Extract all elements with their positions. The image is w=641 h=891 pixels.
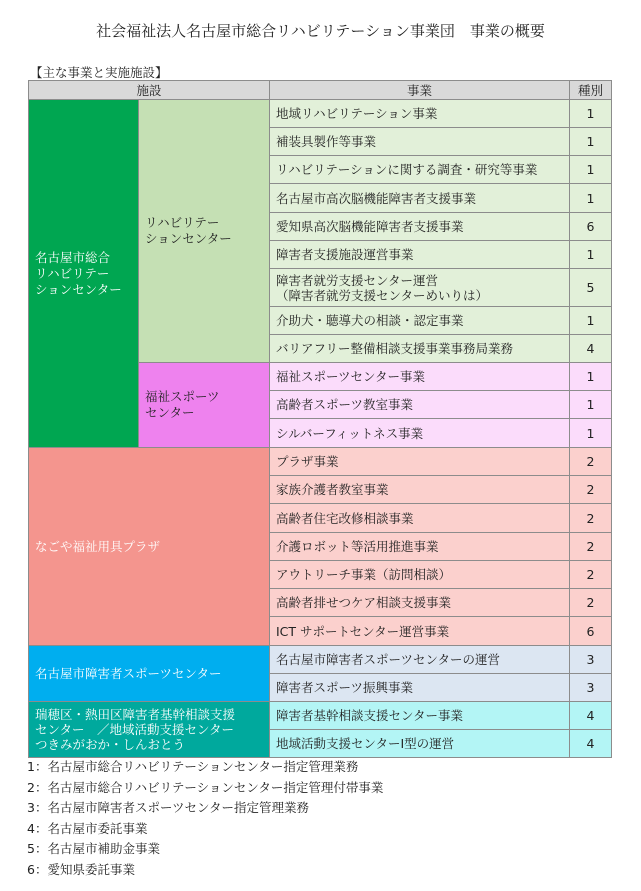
facility-sports-sub: 福祉スポーツ センター <box>139 363 270 448</box>
legend-item: 2：名古屋市総合リハビリテーションセンター指定管理付帯事業 <box>27 779 384 795</box>
type-cell: 4 <box>570 702 612 730</box>
facility-plaza: なごや福祉用具プラザ <box>29 448 270 646</box>
type-legend <box>27 757 383 880</box>
section-subtitle: 【主な事業と実施施設】 <box>30 65 168 80</box>
business-cell: 高齢者排せつケア相談支援事業 <box>270 589 570 617</box>
type-cell: 1 <box>570 391 612 419</box>
business-cell: アウトリーチ事業（訪問相談） <box>270 561 570 589</box>
business-table <box>28 80 612 758</box>
legend-item: 6：愛知県委託事業 <box>27 861 135 877</box>
type-cell: 1 <box>570 184 612 213</box>
type-cell: 5 <box>570 269 612 307</box>
business-cell: 福祉スポーツセンター事業 <box>270 363 570 391</box>
type-cell: 2 <box>570 476 612 504</box>
business-cell: 補装具製作等事業 <box>270 128 570 156</box>
page-title: 社会福祉法人名古屋市総合リハビリテーション事業団 事業の概要 <box>96 22 545 40</box>
facility-rehab-sub: リハビリテー ションセンター <box>139 100 270 363</box>
table-row <box>29 100 612 128</box>
legend-item: 5：名古屋市補助金事業 <box>27 841 160 856</box>
business-cell: 地域リハビリテーション事業 <box>270 100 570 128</box>
table-row <box>29 448 612 476</box>
type-cell: 2 <box>570 448 612 476</box>
type-cell: 3 <box>570 646 612 674</box>
table-header-row <box>29 81 612 100</box>
business-cell: 介助犬・聴導犬の相談・認定事業 <box>270 307 570 335</box>
business-cell: 名古屋市障害者スポーツセンターの運営 <box>270 646 570 674</box>
business-cell: 介護ロボット等活用推進事業 <box>270 533 570 561</box>
table-row <box>29 702 612 730</box>
legend-item: 1：名古屋市総合リハビリテーションセンター指定管理業務 <box>27 759 359 774</box>
legend-item: 3：名古屋市障害者スポーツセンター指定管理業務 <box>27 800 309 815</box>
type-cell: 1 <box>570 307 612 335</box>
type-cell: 4 <box>570 335 612 363</box>
type-cell: 4 <box>570 730 612 758</box>
type-cell: 1 <box>570 100 612 128</box>
business-cell: 高齢者スポーツ教室事業 <box>270 391 570 419</box>
business-cell: 愛知県高次脳機能障害者支援事業 <box>270 213 570 241</box>
type-cell: 3 <box>570 674 612 702</box>
legend-item: 4：名古屋市委託事業 <box>27 820 148 836</box>
type-cell: 2 <box>570 589 612 617</box>
business-cell: 障害者スポーツ振興事業 <box>270 674 570 702</box>
type-cell: 1 <box>570 363 612 391</box>
business-cell: リハビリテーションに関する調査・研究等事業 <box>270 156 570 184</box>
facility-consult: 瑞穂区・熱田区障害者基幹相談支援 センター ／地域活動支援センター つきみがおか・しんおとう <box>29 702 270 758</box>
business-cell: 障害者就労支援センター運営 （障害者就労支援センターめいりは） <box>270 269 570 307</box>
facility-sports-center: 名古屋市障害者スポーツセンター <box>29 646 270 702</box>
business-cell: 障害者支援施設運営事業 <box>270 241 570 269</box>
header-business: 事業 <box>270 81 570 100</box>
type-cell: 1 <box>570 419 612 448</box>
type-cell: 1 <box>570 156 612 184</box>
header-facility: 施設 <box>29 81 270 100</box>
business-cell: バリアフリー整備相談支援事業事務局業務 <box>270 335 570 363</box>
table-row <box>29 646 612 674</box>
type-cell: 2 <box>570 561 612 589</box>
type-cell: 1 <box>570 241 612 269</box>
business-cell: 名古屋市高次脳機能障害者支援事業 <box>270 184 570 213</box>
type-cell: 6 <box>570 617 612 646</box>
type-cell: 6 <box>570 213 612 241</box>
business-cell: 障害者基幹相談支援センター事業 <box>270 702 570 730</box>
type-cell: 1 <box>570 128 612 156</box>
business-cell: プラザ事業 <box>270 448 570 476</box>
type-cell: 2 <box>570 504 612 533</box>
business-cell: シルバーフィットネス事業 <box>270 419 570 448</box>
business-cell: 高齢者住宅改修相談事業 <box>270 504 570 533</box>
type-cell: 2 <box>570 533 612 561</box>
business-cell: 家族介護者教室事業 <box>270 476 570 504</box>
header-type: 種別 <box>570 81 612 100</box>
business-cell: ICT サポートセンター運営事業 <box>270 617 570 646</box>
facility-rehab-center: 名古屋市総合 リハビリテー ションセンター <box>29 100 139 448</box>
business-cell: 地域活動支援センターⅠ型の運営 <box>270 730 570 758</box>
